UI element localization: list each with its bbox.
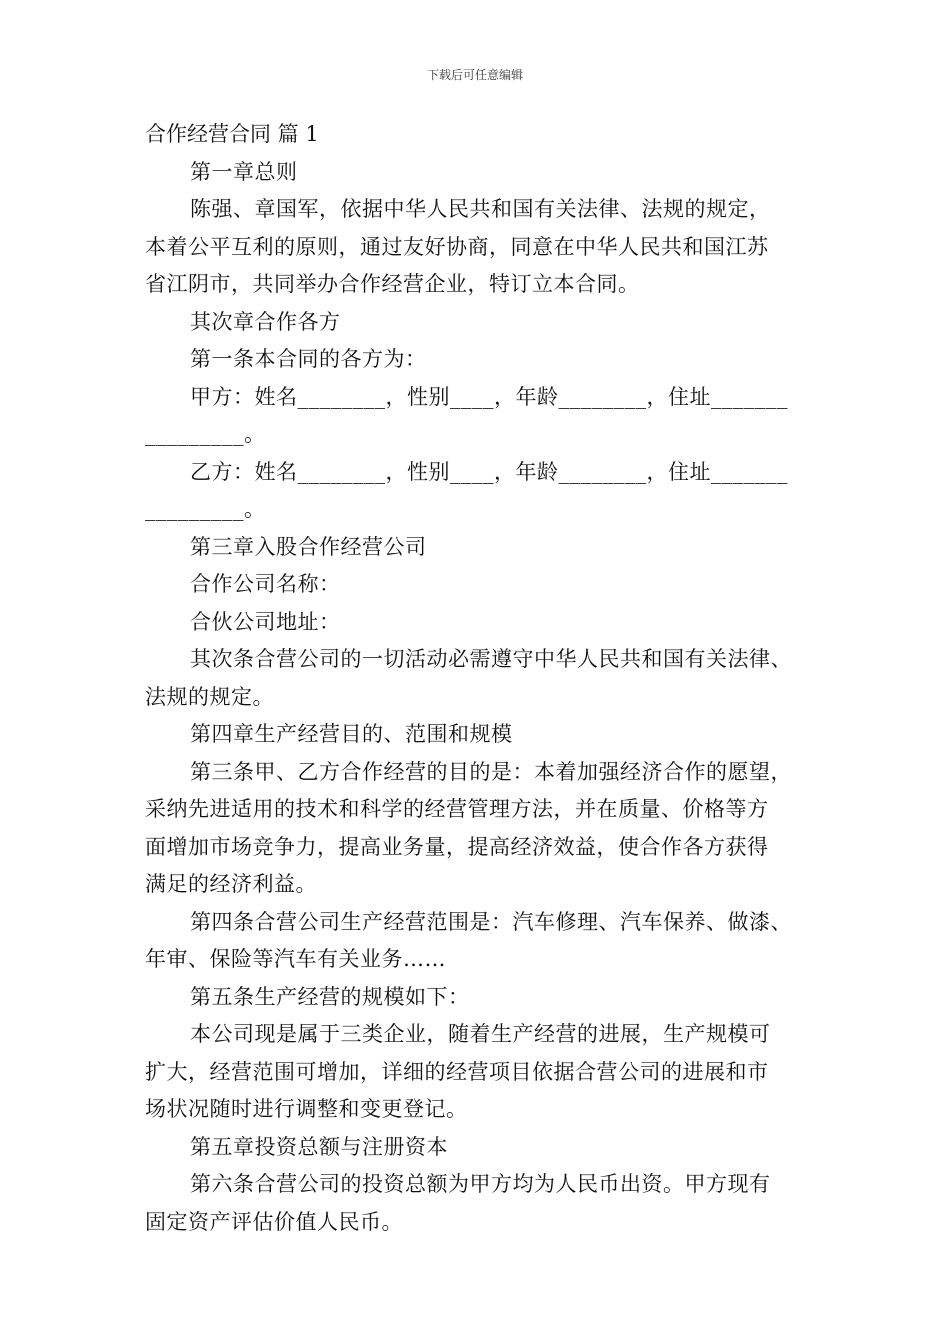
text-line: 其次条合营公司的一切活动必需遵守中华人民共和国有关法律、 <box>190 647 792 671</box>
text-line: 甲方：姓名________，性别____，年龄________，住址_______ <box>190 384 788 409</box>
text-line: 年审、保险等汽车有关业务…… <box>145 947 446 971</box>
text-line: 第四章生产经营目的、范围和规模 <box>190 722 513 746</box>
text-line: 乙方：姓名________，性别____，年龄________，住址_______ <box>190 459 788 484</box>
document-title: 合作经营合同 篇 1 <box>145 122 319 146</box>
text-line: 面增加市场竞争力，提高业务量，提高经济效益，使合作各方获得 <box>145 834 769 859</box>
text-line: 陈强、章国军，依据中华人民共和国有关法律、法规的规定， <box>190 197 771 221</box>
text-line: 第五条生产经营的规模如下： <box>190 984 470 1009</box>
text-line: 采纳先进适用的技术和科学的经营管理方法，并在质量、价格等方 <box>145 797 769 821</box>
document-body <box>145 116 813 1241</box>
text-line: 合作公司名称： <box>190 572 341 596</box>
text-line: 法规的规定。 <box>145 684 274 709</box>
text-line: 第三条甲、乙方合作经营的目的是：本着加强经济合作的愿望， <box>190 759 792 784</box>
text-line: 本公司现是属于三类企业，随着生产经营的进展，生产规模可 <box>190 1022 771 1046</box>
page-header: 下载后可任意编辑 <box>426 68 523 82</box>
text-line: _________。 <box>145 497 266 521</box>
text-line: 第一条本合同的各方为： <box>190 347 427 371</box>
text-line: 第五章投资总额与注册资本 <box>190 1134 448 1159</box>
text-line: 第一章总则 <box>190 159 298 184</box>
text-line: 其次章合作各方 <box>190 309 341 334</box>
text-line: _________。 <box>145 422 266 446</box>
text-line: 第三章入股合作经营公司 <box>190 534 427 559</box>
text-line: 省江阴市，共同举办合作经营企业，特订立本合同。 <box>145 272 640 296</box>
text-line: 第六条合营公司的投资总额为甲方均为人民币出资。甲方现有 <box>190 1172 771 1196</box>
text-line: 扩大，经营范围可增加，详细的经营项目依据合营公司的进展和市 <box>145 1059 769 1084</box>
text-line: 固定资产评估价值人民币。 <box>145 1209 403 1234</box>
text-line: 第四条合营公司生产经营范围是：汽车修理、汽车保养、做漆、 <box>190 909 792 934</box>
text-line: 场状况随时进行调整和变更登记。 <box>145 1097 468 1121</box>
text-line: 合伙公司地址： <box>190 609 341 634</box>
text-line: 满足的经济利益。 <box>145 872 317 896</box>
text-line: 本着公平互利的原则，通过友好协商，同意在中华人民共和国江苏 <box>145 234 769 259</box>
